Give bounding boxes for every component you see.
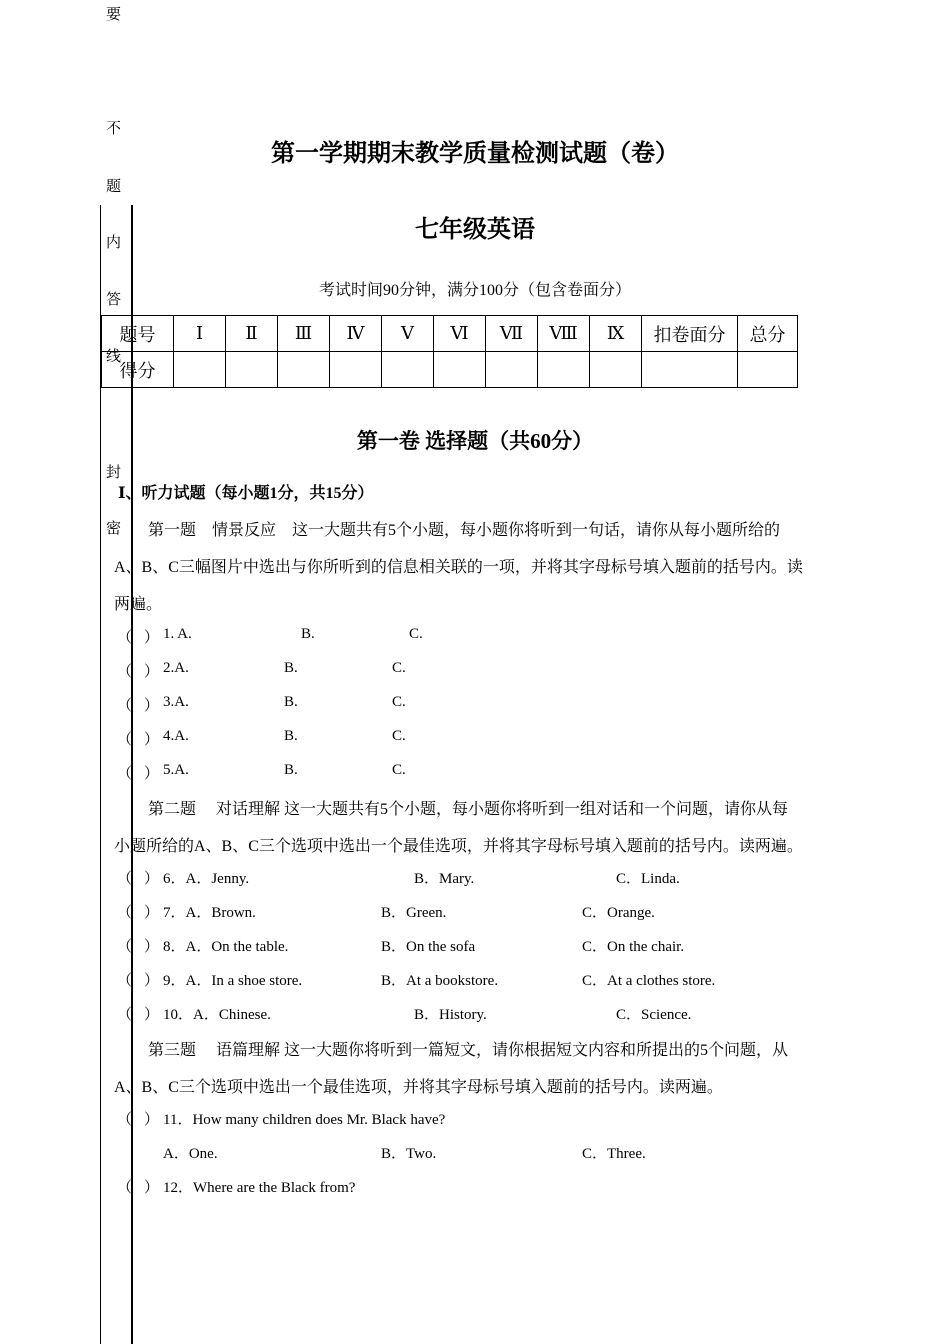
option-c: C. — [392, 660, 406, 676]
page-title: 第一学期期末教学质量检测试题（卷） — [271, 141, 679, 167]
answer-bracket-close: ） — [144, 664, 160, 680]
part3-instruction: 第三题 语篇理解 这一大题你将听到一篇短文，请你根据短文内容和所提出的5个问题，从 — [148, 1042, 789, 1059]
answer-bracket-open[interactable]: （ — [117, 1112, 133, 1128]
answer-bracket-open[interactable]: （ — [117, 973, 133, 989]
option-b: B．On the sofa — [381, 939, 476, 955]
score-table-col: 总分 — [738, 316, 798, 352]
question-number: 1. A. — [163, 626, 192, 642]
option-c: C．Three. — [582, 1146, 646, 1162]
answer-bracket-close: ） — [144, 939, 160, 955]
answer-bracket-open[interactable]: （ — [117, 732, 133, 748]
page-subtitle: 七年级英语 — [415, 217, 535, 243]
part1-instruction: 两遍。 — [114, 596, 163, 613]
score-table-col: Ⅸ — [590, 316, 642, 352]
option-c: C．Orange. — [582, 905, 655, 921]
binding-char: 密 — [106, 521, 122, 537]
option-c: C. — [392, 728, 406, 744]
answer-bracket-open[interactable]: （ — [117, 664, 133, 680]
option-b: B．Two. — [381, 1146, 437, 1162]
binding-char: 题 — [106, 179, 122, 195]
section-heading: Ⅰ、听力试题（每小题1分，共15分） — [118, 485, 374, 502]
score-cell[interactable] — [278, 352, 330, 388]
score-table-header-label: 题号 — [102, 316, 174, 352]
answer-bracket-close: ） — [144, 905, 160, 921]
answer-bracket-open[interactable]: （ — [117, 698, 133, 714]
score-cell[interactable] — [174, 352, 226, 388]
answer-bracket-close: ） — [144, 1180, 160, 1196]
option-b: B. — [284, 660, 298, 676]
part3-instruction: A、B、C三个选项中选出一个最佳选项，并将其字母标号填入题前的括号内。读两遍。 — [114, 1079, 723, 1096]
score-cell[interactable] — [434, 352, 486, 388]
answer-bracket-close: ） — [144, 1112, 160, 1128]
score-table-col: Ⅱ — [226, 316, 278, 352]
score-table-row-label: 得分 — [102, 352, 174, 388]
answer-bracket-open[interactable]: （ — [117, 939, 133, 955]
answer-bracket-close: ） — [144, 1007, 160, 1023]
answer-bracket-close: ） — [144, 871, 160, 887]
option-c: C．At a clothes store. — [582, 973, 716, 989]
score-cell[interactable] — [330, 352, 382, 388]
question-number: 2.A. — [163, 660, 189, 676]
question-stem: 12．Where are the Black from? — [163, 1180, 356, 1196]
answer-bracket-open[interactable]: （ — [117, 871, 133, 887]
binding-char: 答 — [106, 292, 122, 308]
binding-char: 内 — [106, 235, 122, 251]
question-number: 4.A. — [163, 728, 189, 744]
score-cell[interactable] — [226, 352, 278, 388]
binding-char: 线 — [106, 349, 122, 365]
score-cell[interactable] — [590, 352, 642, 388]
answer-bracket-open[interactable]: （ — [117, 630, 133, 646]
option-b: B．Green. — [381, 905, 447, 921]
option-c: C. — [392, 762, 406, 778]
answer-bracket-close: ） — [144, 698, 160, 714]
score-table-col: Ⅵ — [434, 316, 486, 352]
answer-bracket-open[interactable]: （ — [117, 766, 133, 782]
score-table — [101, 315, 798, 388]
score-cell[interactable] — [538, 352, 590, 388]
answer-bracket-open[interactable]: （ — [117, 905, 133, 921]
volume-title: 第一卷 选择题（共60分） — [356, 429, 594, 453]
score-cell[interactable] — [642, 352, 738, 388]
binding-char: 要 — [106, 7, 122, 23]
answer-bracket-open[interactable]: （ — [117, 1007, 133, 1023]
score-table-col: Ⅰ — [174, 316, 226, 352]
score-table-col: Ⅶ — [486, 316, 538, 352]
part1-instruction: A、B、C三幅图片中选出与你所听到的信息相关联的一项，并将其字母标号填入题前的括号内。读 — [114, 559, 803, 576]
option-c: C. — [392, 694, 406, 710]
part1-instruction: 第一题 情景反应 这一大题共有5个小题，每小题你将听到一句话，请你从每小题所给的 — [148, 522, 781, 539]
option-c: C. — [409, 626, 423, 642]
score-cell[interactable] — [486, 352, 538, 388]
score-table-col: Ⅲ — [278, 316, 330, 352]
score-table-col: Ⅴ — [382, 316, 434, 352]
part2-instruction: 第二题 对话理解 这一大题共有5个小题，每小题你将听到一组对话和一个问题，请你从每 — [148, 801, 789, 818]
score-table-header-row — [102, 316, 798, 352]
option-b: B. — [301, 626, 315, 642]
binding-char: 封 — [106, 465, 122, 481]
option-a: A．One. — [163, 1146, 218, 1162]
answer-bracket-close: ） — [144, 766, 160, 782]
score-cell[interactable] — [738, 352, 798, 388]
answer-bracket-close: ） — [144, 732, 160, 748]
question-number: 3.A. — [163, 694, 189, 710]
question-number: 5.A. — [163, 762, 189, 778]
question-stem: 8．A．On the table. — [163, 939, 289, 955]
answer-bracket-open[interactable]: （ — [117, 1180, 133, 1196]
question-stem: 9．A．In a shoe store. — [163, 973, 303, 989]
option-b: B. — [284, 694, 298, 710]
option-c: C．Linda. — [616, 871, 680, 887]
question-stem: 10．A．Chinese. — [163, 1007, 271, 1023]
score-table-score-row — [102, 352, 798, 388]
score-table-col: Ⅳ — [330, 316, 382, 352]
answer-bracket-close: ） — [144, 973, 160, 989]
score-cell[interactable] — [382, 352, 434, 388]
option-b: B. — [284, 762, 298, 778]
option-c: C．Science. — [616, 1007, 692, 1023]
score-table-col: 扣卷面分 — [642, 316, 738, 352]
option-c: C．On the chair. — [582, 939, 685, 955]
exam-info: 考试时间90分钟，满分100分（包含卷面分） — [318, 282, 631, 299]
score-table-col: Ⅷ — [538, 316, 590, 352]
part2-instruction: 小题所给的A、B、C三个选项中选出一个最佳选项，并将其字母标号填入题前的括号内。读两遍。 — [114, 838, 803, 855]
option-b: B．At a bookstore. — [381, 973, 499, 989]
answer-bracket-close: ） — [144, 630, 160, 646]
question-stem: 11．How many children does Mr. Black have? — [163, 1112, 446, 1128]
question-stem: 7．A．Brown. — [163, 905, 256, 921]
option-b: B．History. — [414, 1007, 487, 1023]
binding-char: 不 — [106, 121, 122, 137]
option-b: B．Mary. — [414, 871, 475, 887]
question-stem: 6．A．Jenny. — [163, 871, 250, 887]
option-b: B. — [284, 728, 298, 744]
